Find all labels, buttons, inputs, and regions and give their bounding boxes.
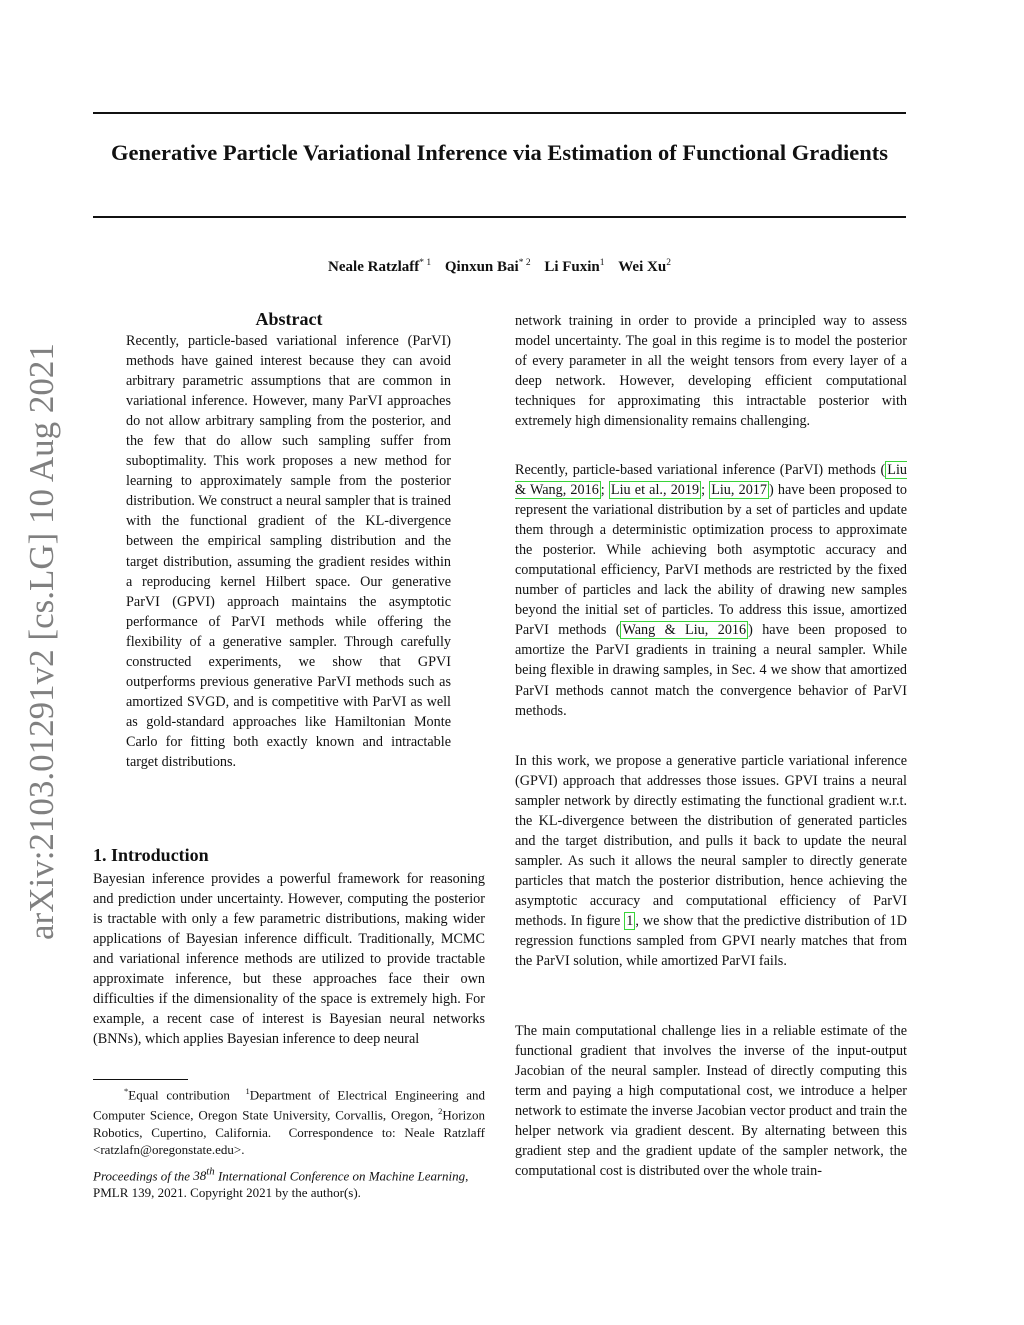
citation-link[interactable]: Liu & Wang, 2016: [515, 462, 907, 499]
section-heading-introduction: 1. Introduction: [93, 845, 209, 865]
abstract-heading: Abstract: [255, 309, 323, 329]
intro-paragraph: Bayesian inference provides a powerful framework for reasoning and prediction under uncertainty. However, computing the posterior is tractable with only a few parametric distributions, making wider applications of Bayesian inference difficult. Traditionally, MCMC and variational inference methods are utilized to provide tractable approximate inference, but these approaches face their own difficulties if the dimensionality of the space is extremely high. For example, a recent case of interest is Bayesian neural networks (BNNs), which applies Bayesian inference to deep neural: [93, 871, 485, 1048]
proceedings-note: Proceedings of the 38th International Conference on Machine Learning, PMLR 139, 2021. Copyright 2021 by the author(s).: [93, 1166, 469, 1201]
citation-link[interactable]: Liu, 2017: [711, 482, 767, 499]
author: Neale Ratzlaff$^{* 1}$: [328, 258, 432, 275]
title-bottom-rule: [93, 216, 906, 218]
title-top-rule: [93, 112, 906, 114]
paper-title: Generative Particle Variational Inference via Estimation of Functional Gradients: [111, 140, 888, 165]
abstract-text: Recently, particle-based variational inference (ParVI) methods have gained interest because they can avoid arbitrary parametric assumptions that are common in variational inference. However, many ParVI approaches do not allow arbitrary sampling from the posterior, and the few that do allow such sampling suffer from suboptimality. This work proposes a new method for learning to approximately sample from the posterior distribution. We construct a neural sampler that is trained with the functional gradient of the KL-divergence between the empirical sampling distribution and the target distribution, assuming the gradient resides within a reproducing kernel Hilbert space. Our generative ParVI (GPVI) approach maintains the asymptotic performance of ParVI methods while offering the flexibility of a generative sampler. Through carefully constructed experiments, we show that GPVI outperforms previous generative ParVI methods such as amortized SVGD, and is competitive with ParVI as well as gold-standard approaches like Hamiltonian Monte Carlo for fitting both exactly known and intractable target distributions.: [126, 333, 451, 770]
footnote: *Equal contribution $^1$Department of Electrical Engineering and Computer Science, Oregon State University, Corvallis, Oregon, $^2$Horizon Robotics, Cupertino, California. Correspondence to: Neale Ratzlaff <ratzlafn@oregonstate.edu>.: [93, 1086, 486, 1157]
figure-reference-link[interactable]: 1: [626, 913, 634, 930]
citation-link[interactable]: Liu et al., 2019: [610, 482, 700, 499]
right-paragraph-3: In this work, we propose a generative particle variational inference (GPVI) approach that addresses those issues. GPVI trains a neural sampler network by directly estimating the functional gradient w.r.t. the KL-divergence between the distribution of generated particles and the target distribution, and pulls it back to update the neural sampler. As such it allows the neural sampler to directly generate particles that match the posterior distribution, hence achieving the asymptotic accuracy and computational efficiency of ParVI methods. In figure 1 , we show that the predictive distribution of 1D regression functions sampled from GPVI nearly matches that from the ParVI solution, while amortized ParVI fails.: [515, 753, 907, 970]
author: Qinxun Bai$^{* 2}$: [444, 258, 531, 275]
right-paragraph-1: network training in order to provide a principled way to assess model uncertainty. The goal in this regime is to model the posterior of every parameter in all the weight tensors from every layer of a deep network. However, developing efficient computational techniques for approximating this intractable posterior with extremely high dimensionality remains challenging.: [515, 313, 907, 430]
right-paragraph-2: Recently, particle-based variational inference (ParVI) methods ( Liu & Wang, 2016 ; Liu et al., 2019 ; Liu, 2017 ) have been proposed to represent the variational distribution by a set of particles and update them through a deterministic optimization process to approximate the posterior. While achieving both asymptotic accuracy and computational efficiency, ParVI methods are restricted by the fixed number of particles and lack the ability of drawing new samples beyond the initial set of particles. To address this issue, amortized ParVI methods ( Wang & Liu, 2016 ) have been proposed to amortize the ParVI gradients in training a neural sampler. While being flexible in drawing samples, in Sec. 4 we show that amortized ParVI methods cannot match the convergence behavior of ParVI methods.: [515, 462, 908, 719]
author: Wei Xu$^2$: [618, 258, 671, 275]
author-list: [93, 253, 906, 277]
citation-link[interactable]: Wang & Liu, 2016: [622, 622, 747, 639]
right-paragraph-4: The main computational challenge lies in a reliable estimate of the functional gradient that involves the inverse of the input-output Jacobian of the neural sampler. Instead of directly computing this term and paying a high computational cost, we introduce a helper network to estimate the inverse Jacobian vector product and train the helper network via gradient descent. By alternating between this gradient step and the gradient update of the sampler network, the computational cost is distributed over the whole train-: [515, 1023, 907, 1180]
author: Li Fuxin$^1$: [544, 258, 605, 275]
footnote-rule: [93, 1079, 188, 1080]
arxiv-identifier: arXiv:2103.01291v2 [cs.LG] 10 Aug 2021: [22, 343, 61, 940]
